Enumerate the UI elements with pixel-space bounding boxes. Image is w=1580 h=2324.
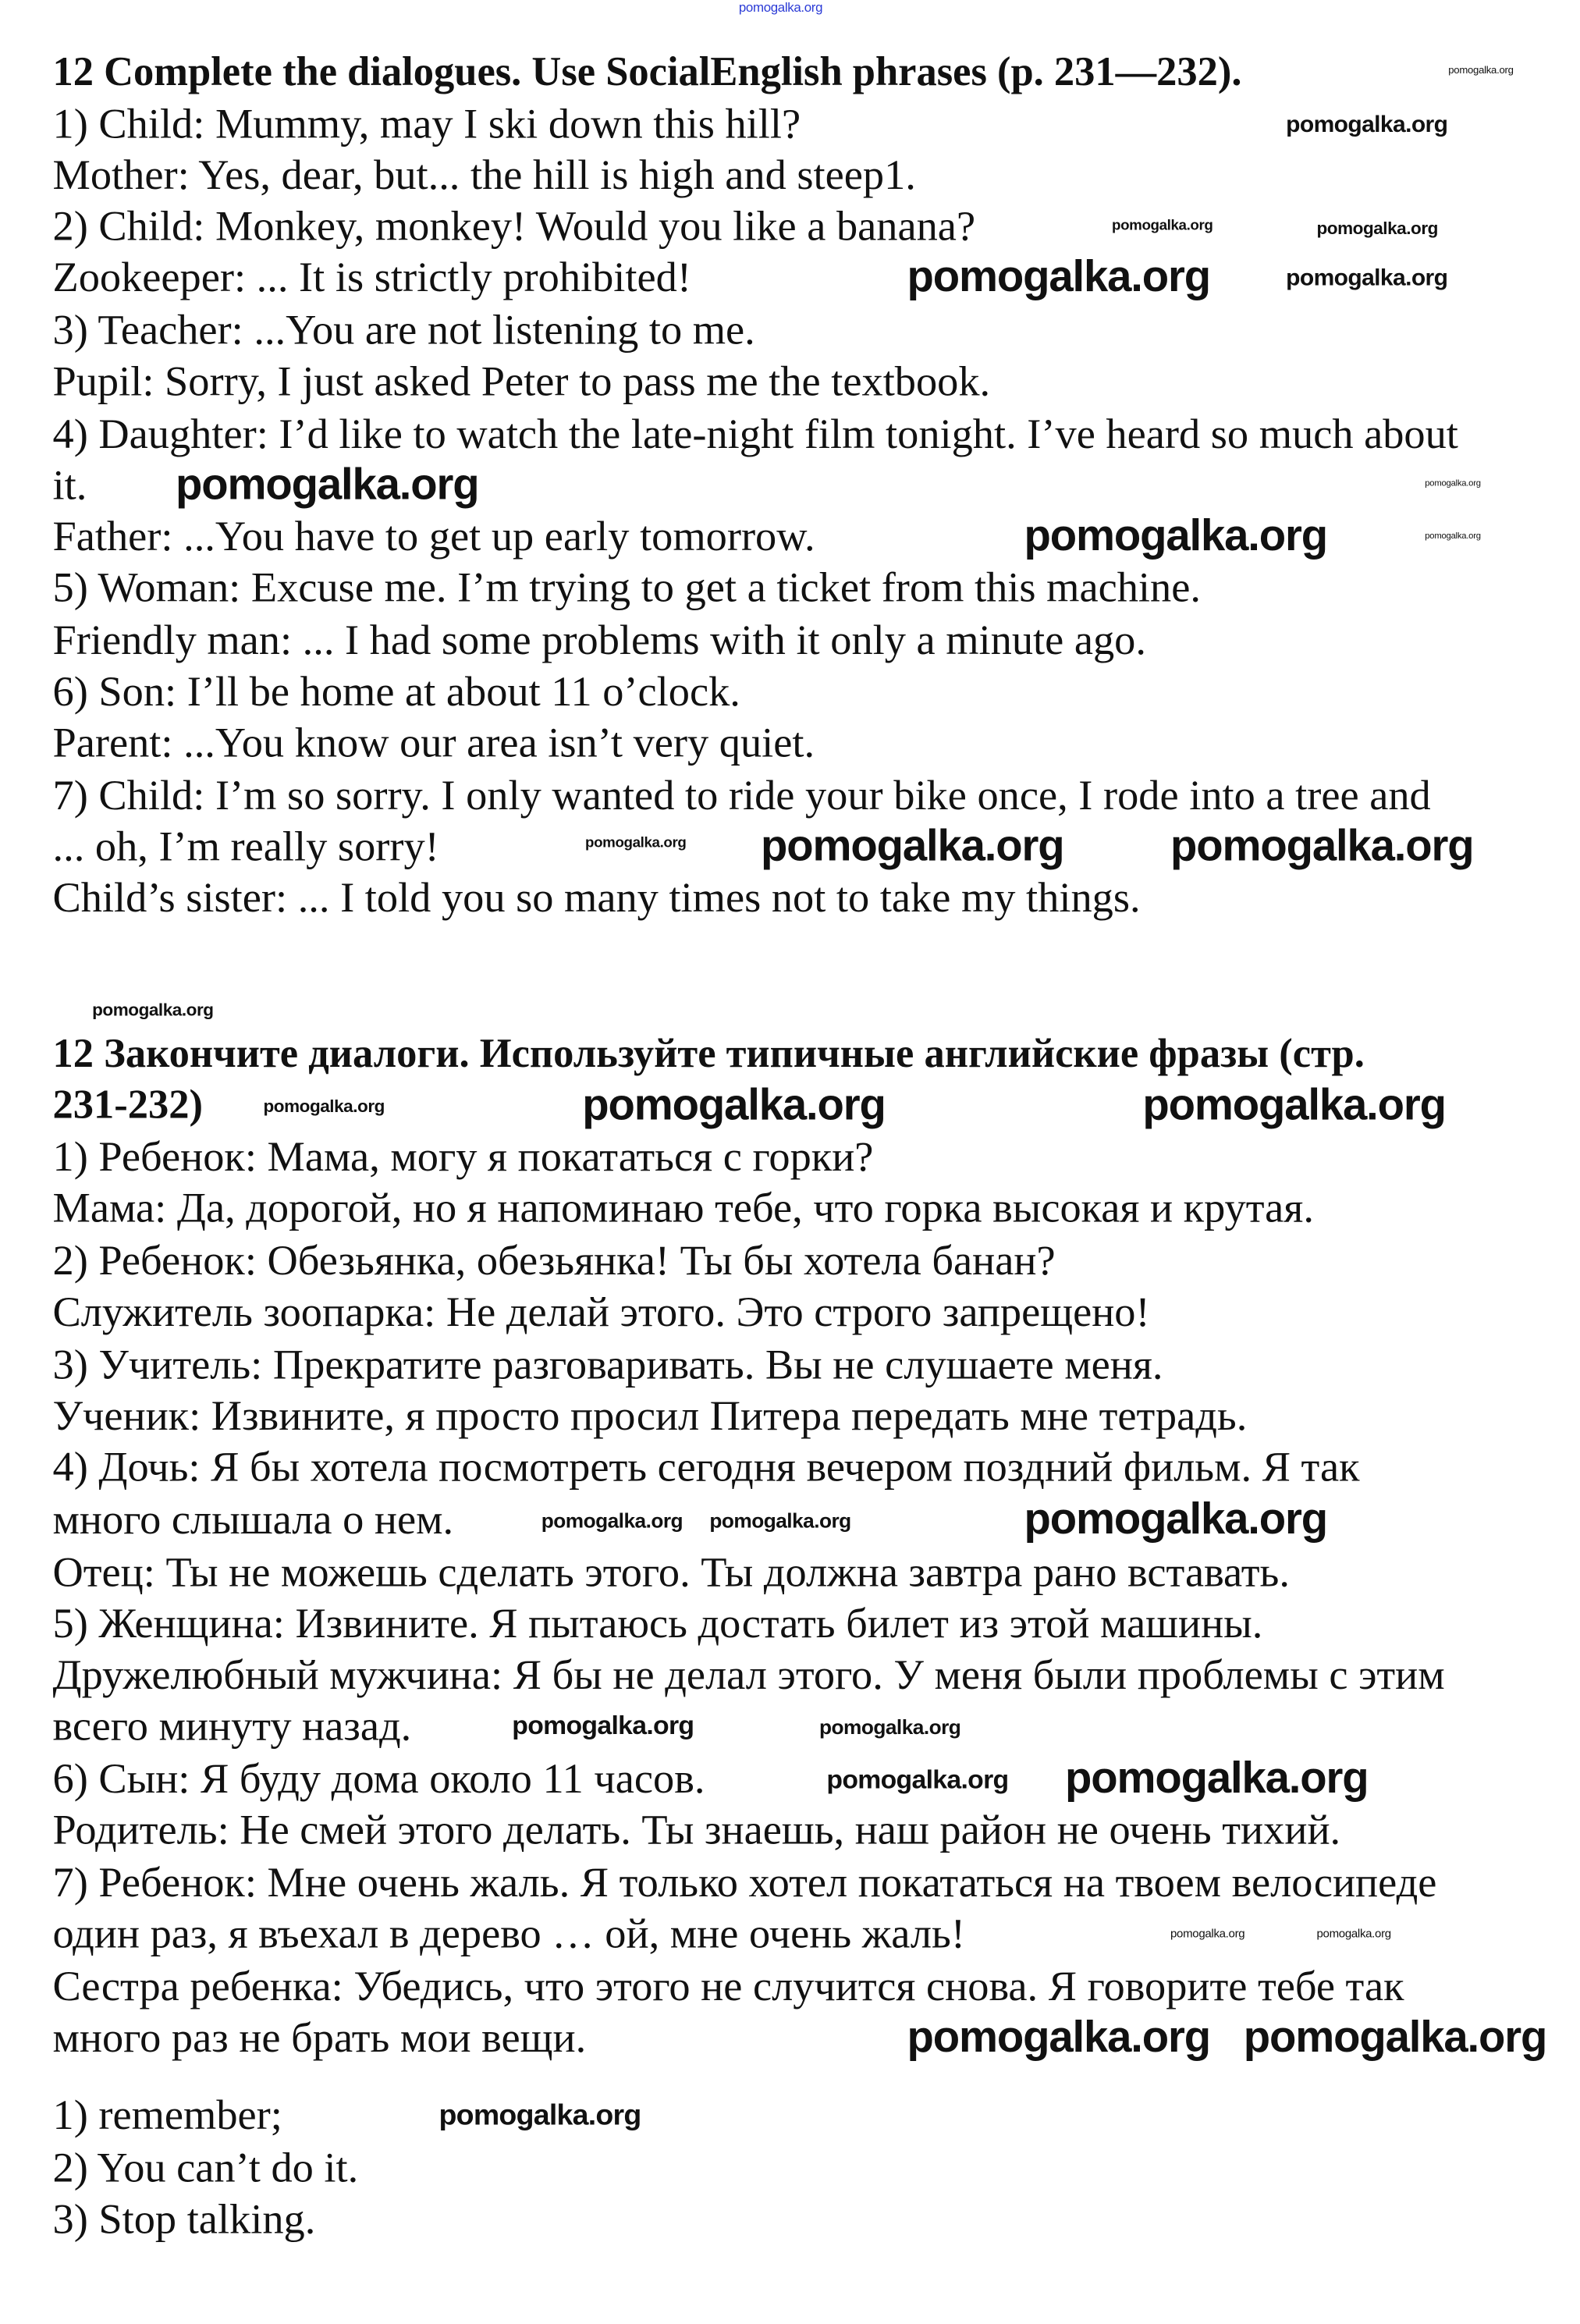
watermark: pomogalka.org xyxy=(1170,822,1474,871)
watermark: pomogalka.org xyxy=(1065,1754,1369,1803)
watermark: pomogalka.org xyxy=(1142,1081,1446,1130)
russian-line: Отец: Ты не можешь сделать этого. Ты должна завтра рано вставать. xyxy=(52,1549,1290,1597)
english-line: Parent: ...You know our area isn’t very quiet. xyxy=(52,720,815,767)
english-line: Child’s sister: ... I told you so many times not to take my things. xyxy=(52,875,1141,922)
watermark: pomogalka.org xyxy=(92,999,214,1020)
watermark: pomogalka.org xyxy=(582,1081,886,1130)
watermark: pomogalka.org xyxy=(1448,66,1514,76)
watermark: pomogalka.org xyxy=(709,1508,851,1533)
watermark: pomogalka.org xyxy=(512,1710,694,1740)
watermark: pomogalka.org xyxy=(176,460,479,510)
watermark: pomogalka.org xyxy=(907,253,1211,302)
english-title: 12 Complete the dialogues. Use SocialEnglish phrases (p. 231—232). xyxy=(52,49,1242,95)
russian-line: 4) Дочь: Я бы хотела посмотреть сегодня вечером поздний фильм. Я так xyxy=(52,1444,1360,1491)
english-line: Mother: Yes, dear, but... the hill is high and steep1. xyxy=(52,152,916,199)
english-line: 4) Daughter: I’d like to watch the late-night film tonight. I’ve heard so much about xyxy=(52,410,1458,458)
english-line: 1) Child: Mummy, may I ski down this hill? xyxy=(52,101,801,148)
russian-title: 231-232) xyxy=(52,1082,203,1128)
watermark: pomogalka.org xyxy=(1316,1927,1391,1941)
russian-line: всего минуту назад. xyxy=(52,1703,412,1750)
watermark: pomogalka.org xyxy=(1024,1495,1328,1544)
russian-line: много слышала о нем. xyxy=(52,1497,454,1544)
russian-line: 3) Учитель: Прекратите разговаривать. Вы не слушаете меня. xyxy=(52,1341,1163,1389)
watermark: pomogalka.org xyxy=(1425,532,1481,542)
watermark: pomogalka.org xyxy=(438,2099,641,2132)
watermark: pomogalka.org xyxy=(907,2013,1211,2062)
russian-line: Мама: Да, дорогой, но я напоминаю тебе, что горка высокая и крутая. xyxy=(52,1185,1314,1232)
english-line: 2) Child: Monkey, monkey! Would you like a banana? xyxy=(52,203,976,251)
russian-line: Служитель зоопарка: Не делай этого. Это строго запрещено! xyxy=(52,1288,1150,1336)
english-line: 6) Son: I’ll be home at about 11 o’clock. xyxy=(52,668,740,716)
english-line: it. xyxy=(52,462,87,510)
english-line: ... oh, I’m really sorry! xyxy=(52,823,439,871)
russian-line: много раз не брать мои вещи. xyxy=(52,2014,587,2062)
english-line: Friendly man: ... I had some problems with it only a minute ago. xyxy=(52,617,1146,665)
watermark: pomogalka.org xyxy=(761,822,1064,871)
russian-line: 5) Женщина: Извините. Я пытаюсь достать билет из этой машины. xyxy=(52,1601,1263,1648)
watermark: pomogalka.org xyxy=(263,1096,385,1117)
russian-line: Ученик: Извините, я просто просил Питера передать мне тетрадь. xyxy=(52,1393,1248,1440)
watermark: pomogalka.org xyxy=(1024,512,1328,561)
english-line: Father: ...You have to get up early tomorrow. xyxy=(52,513,815,561)
english-line: 7) Child: I’m so sorry. I only wanted to ride your bike once, I rode into a tree and xyxy=(52,773,1431,819)
russian-title: 12 Закончите диалоги. Используйте типичные английские фразы (стр. xyxy=(52,1031,1365,1077)
watermark: pomogalka.org xyxy=(826,1764,1009,1794)
russian-line: 7) Ребенок: Мне очень жаль. Я только хотел покататься на твоем велосипеде xyxy=(52,1860,1437,1907)
watermark: pomogalka.org xyxy=(1425,480,1481,489)
russian-line: Дружелюбный мужчина: Я бы не делал этого. У меня были проблемы с этим xyxy=(52,1651,1445,1699)
english-line: 5) Woman: Excuse me. I’m trying to get a ticket from this machine. xyxy=(52,564,1201,612)
answer-line: 3) Stop talking. xyxy=(52,2196,316,2244)
russian-line: 2) Ребенок: Обезьянка, обезьянка! Ты бы хотела банан? xyxy=(52,1238,1056,1285)
russian-line: один раз, я въехал в дерево … ой, мне очень жаль! xyxy=(52,1910,965,1958)
answer-line: 2) You can’t do it. xyxy=(52,2145,359,2192)
english-line: Zookeeper: ... It is strictly prohibited! xyxy=(52,254,691,302)
answer-line: 1) remember; xyxy=(52,2092,282,2140)
watermark: pomogalka.org xyxy=(1286,112,1448,138)
russian-line: Сестра ребенка: Убедись, что этого не случится снова. Я говорите тебе так xyxy=(52,1963,1404,2011)
watermark: pomogalka.org xyxy=(819,1715,961,1739)
russian-line: Родитель: Не смей этого делать. Ты знаешь, наш район не очень тихий. xyxy=(52,1807,1341,1854)
russian-line: 1) Ребенок: Мама, могу я покататься с горки? xyxy=(52,1134,874,1182)
watermark: pomogalka.org xyxy=(541,1508,683,1533)
russian-line: 6) Сын: Я буду дома около 11 часов. xyxy=(52,1756,705,1803)
watermark: pomogalka.org xyxy=(1170,1927,1245,1941)
watermark: pomogalka.org xyxy=(1316,218,1438,239)
watermark: pomogalka.org xyxy=(1243,2013,1547,2062)
watermark: pomogalka.org xyxy=(1112,218,1213,234)
watermark-top[interactable]: pomogalka.org xyxy=(738,0,823,15)
english-line: Pupil: Sorry, I just asked Peter to pass me the textbook. xyxy=(52,358,991,406)
english-line: 3) Teacher: ...You are not listening to me. xyxy=(52,307,755,354)
watermark: pomogalka.org xyxy=(1286,266,1448,292)
watermark: pomogalka.org xyxy=(585,835,687,852)
